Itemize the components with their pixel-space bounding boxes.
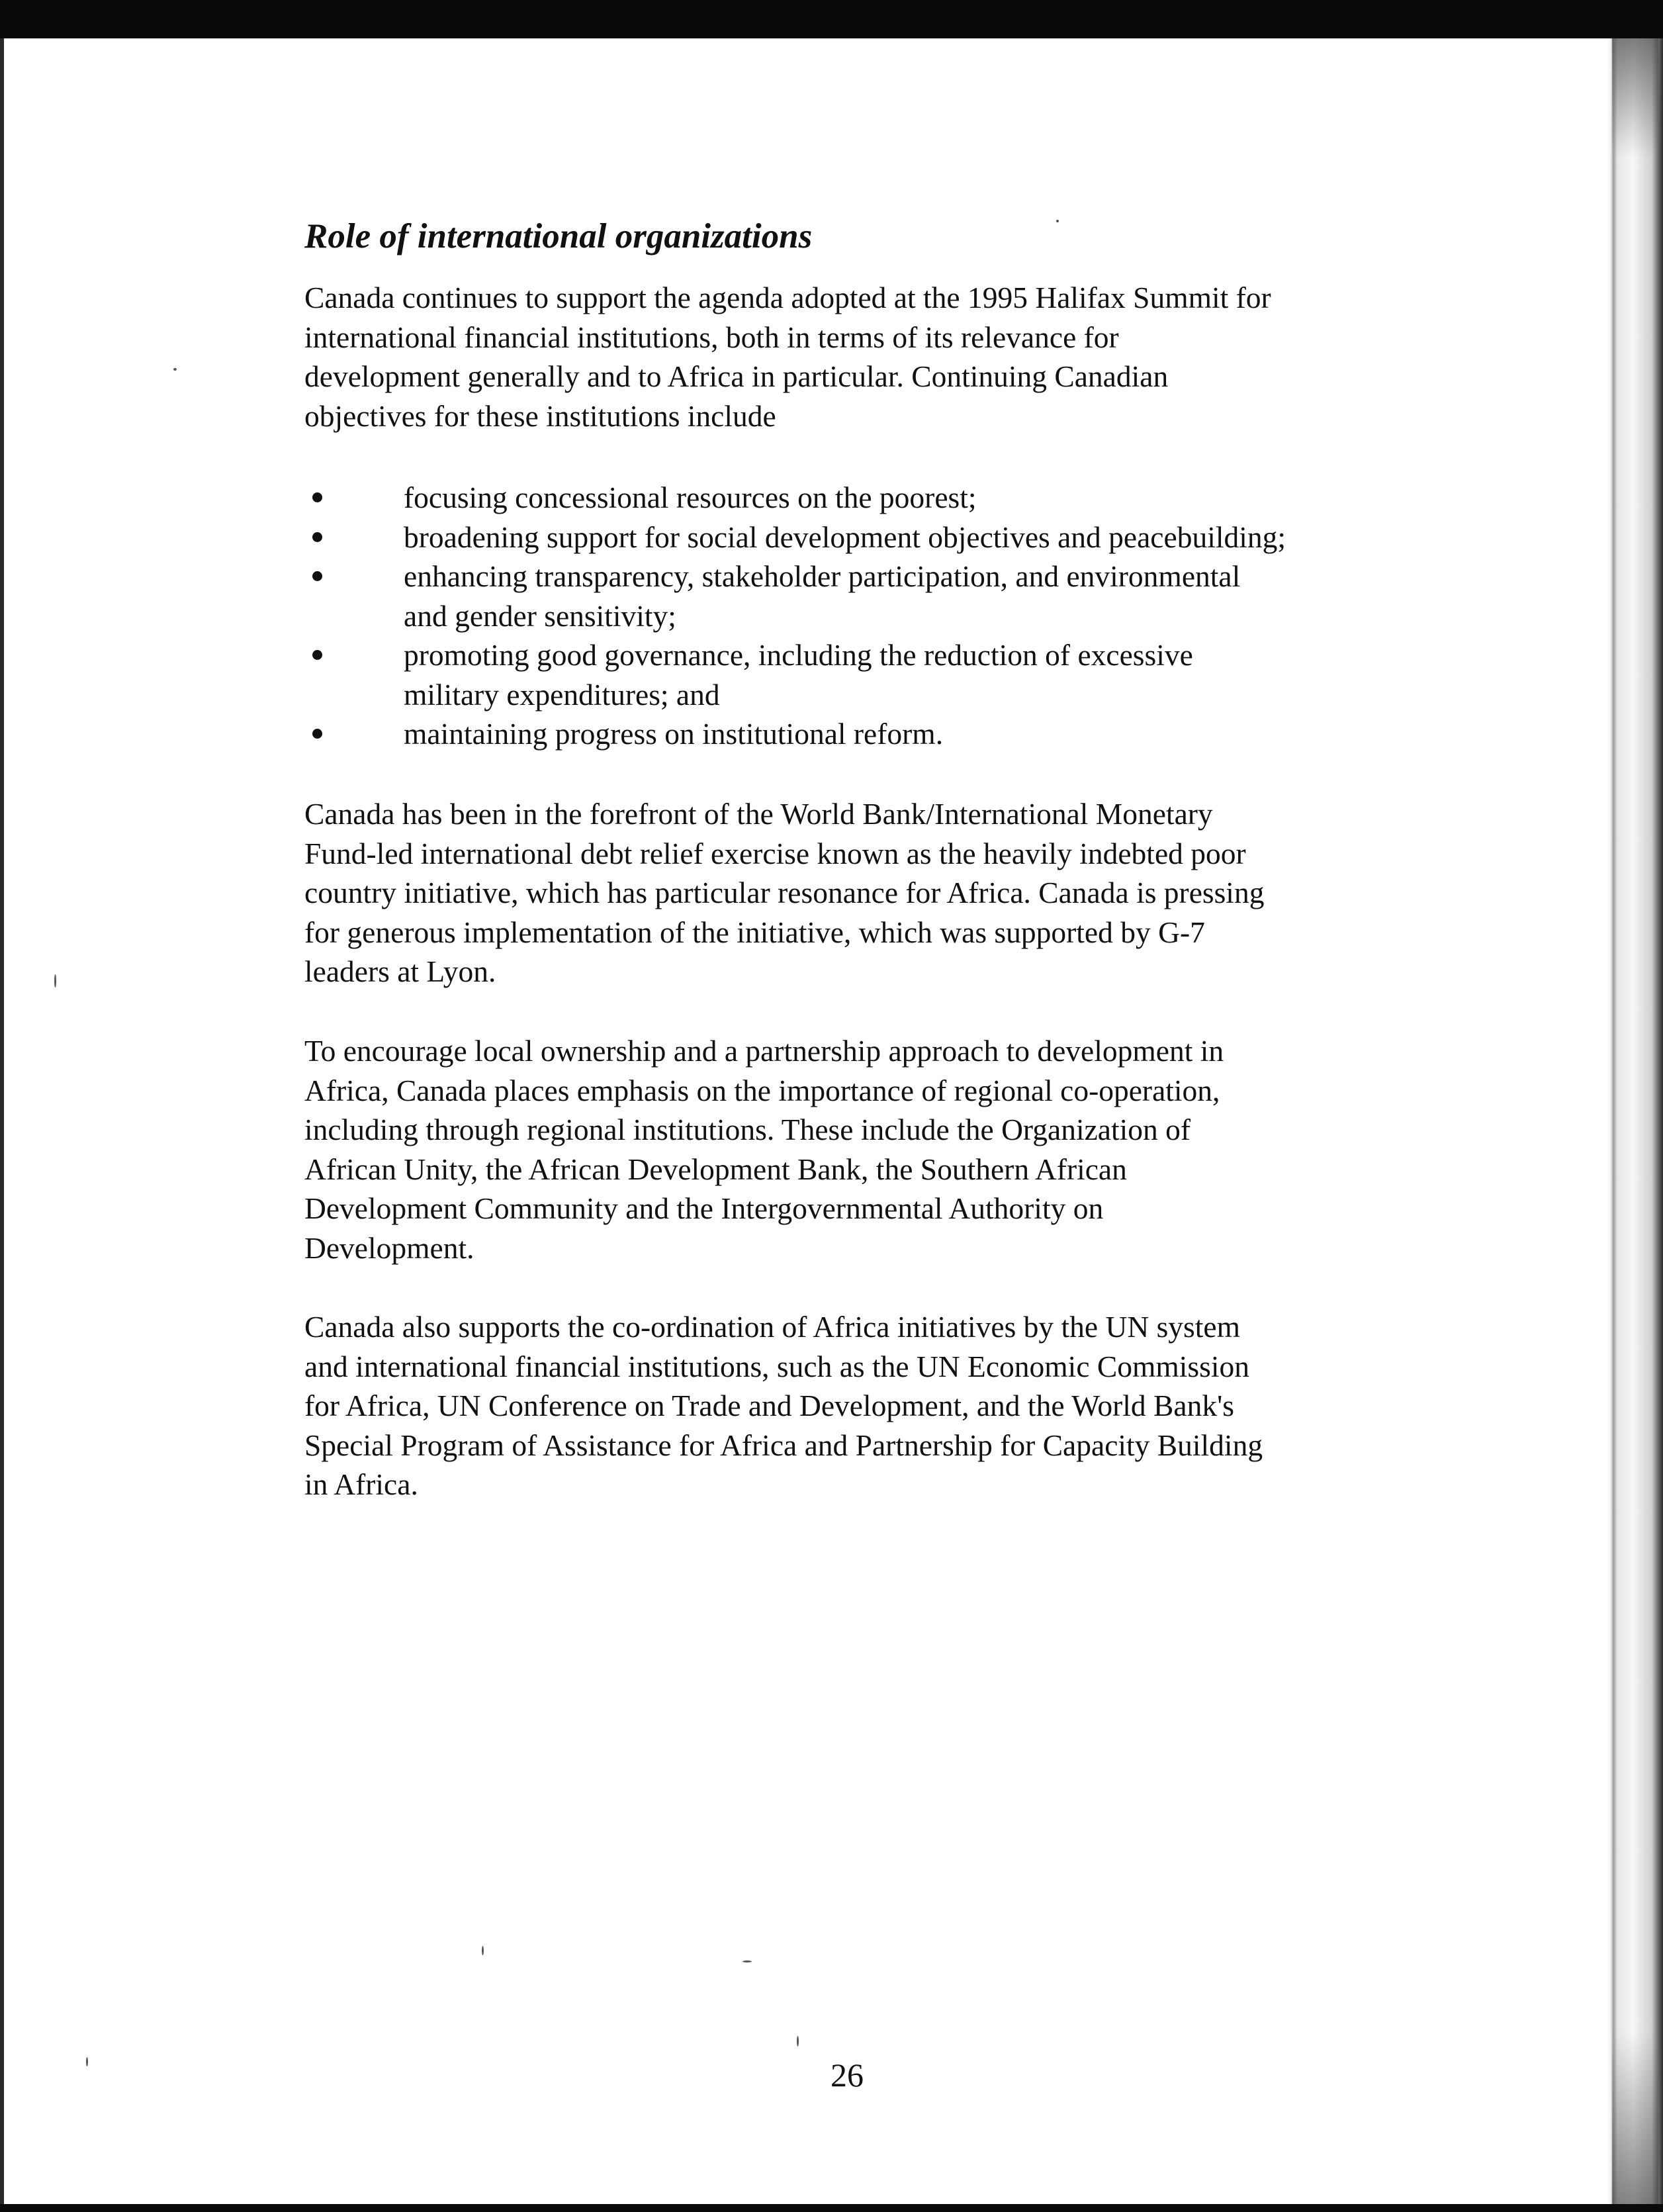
list-item <box>304 635 1403 714</box>
paragraph-line: Fund-led international debt relief exercise known as the heavily indebted poor <box>304 836 1246 870</box>
paragraph-line: in Africa. <box>304 1467 418 1501</box>
scan-speck <box>173 368 177 371</box>
list-item-text: broadening support for social development objectives and peacebuilding; <box>404 520 1286 554</box>
binding-shadow-top <box>1612 38 1658 158</box>
bullet-icon <box>312 729 322 739</box>
scan-speck <box>86 2057 88 2066</box>
paragraph-line: Canada continues to support the agenda adopted at the 1995 Halifax Summit for <box>304 281 1271 314</box>
list-item-text: military expenditures; and <box>404 677 720 712</box>
paragraph-line: objectives for these institutions include <box>304 398 776 433</box>
paragraph-line: and international financial institutions, such as the UN Economic Commission <box>304 1349 1249 1383</box>
bullet-icon <box>312 492 322 502</box>
list-item <box>304 478 1403 518</box>
paragraph-line: country initiative, which has particular resonance for Africa. Canada is pressing <box>304 876 1265 909</box>
paragraph-ifi-agenda <box>304 278 1403 436</box>
list-item <box>304 714 1403 754</box>
list-item-text: focusing concessional resources on the poorest; <box>404 481 977 514</box>
paragraph-line: To encourage local ownership and a partnership approach to development in <box>304 1034 1224 1068</box>
paragraph-line: Canada has been in the forefront of the World Bank/International Monetary <box>304 797 1213 831</box>
paragraph-regional-cooperation <box>304 1031 1403 1267</box>
list-item <box>304 518 1403 557</box>
scan-speck <box>482 1946 484 1955</box>
paragraph-line: development generally and to Africa in particular. Continuing Canadian <box>304 359 1169 393</box>
paragraph-line: Special Program of Assistance for Africa and Partnership for Capacity Building <box>304 1428 1263 1462</box>
paragraph-line: including through regional institutions. These include the Organization of <box>304 1113 1191 1146</box>
page-number: 26 <box>831 2056 864 2094</box>
scan-top-border <box>0 0 1663 38</box>
scan-speck <box>797 2036 799 2047</box>
bullet-icon <box>312 650 322 660</box>
list-item-text: and gender sensitivity; <box>404 598 676 633</box>
paragraph-line: for Africa, UN Conference on Trade and Development, and the World Bank's <box>304 1389 1234 1422</box>
paragraph-line: Development Community and the Intergovernmental Authority on <box>304 1191 1104 1225</box>
paragraph-debt-relief <box>304 794 1403 991</box>
section-title: Role of international organizations <box>304 217 813 255</box>
scan-speck <box>742 1960 752 1962</box>
paragraph-un-coordination <box>304 1307 1403 1504</box>
scan-speck <box>54 974 56 988</box>
paragraph-line: international financial institutions, both in terms of its relevance for <box>304 320 1119 354</box>
bullet-icon <box>312 571 322 581</box>
binding-shadow-bottom <box>1612 2032 1658 2204</box>
paragraph-line: Canada also supports the co-ordination of Africa initiatives by the UN system <box>304 1310 1240 1344</box>
list-item-text: promoting good governance, including the reduction of excessive <box>404 638 1193 672</box>
paragraph-line: Africa, Canada places emphasis on the importance of regional co-operation, <box>304 1073 1220 1107</box>
list-item-text: maintaining progress on institutional reform. <box>404 717 944 751</box>
scan-left-edge <box>0 38 4 2204</box>
paragraph-line: African Unity, the African Development Bank, the Southern African <box>304 1152 1127 1186</box>
scan-binding-edge <box>1607 38 1663 2204</box>
paragraph-line: leaders at Lyon. <box>304 954 496 988</box>
objectives-list <box>304 478 1403 754</box>
paragraph-line: for generous implementation of the initiative, which was supported by G-7 <box>304 915 1205 949</box>
bullet-icon <box>312 532 322 542</box>
paragraph-line: Development. <box>304 1230 474 1265</box>
scan-bottom-border <box>0 2204 1663 2212</box>
list-item <box>304 557 1403 635</box>
scan-speck <box>1056 220 1059 222</box>
list-item-text: enhancing transparency, stakeholder participation, and environmental <box>404 559 1241 593</box>
